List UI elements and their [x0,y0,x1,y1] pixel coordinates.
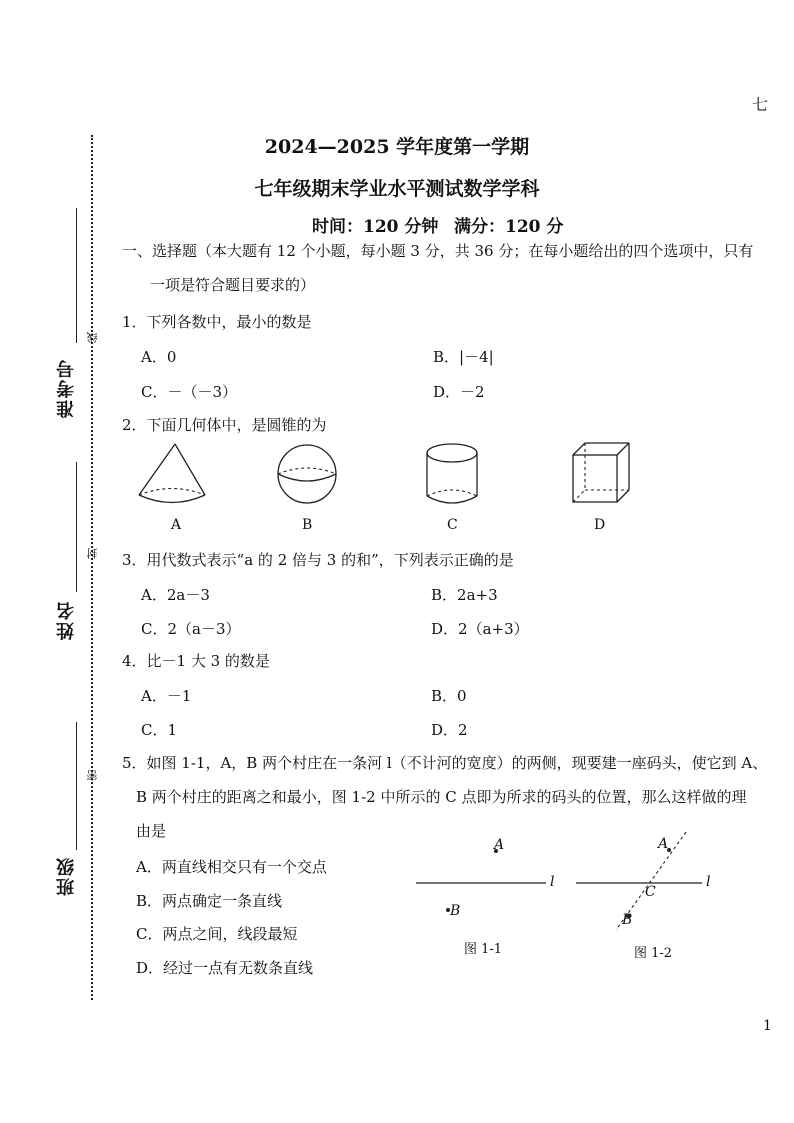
page-number: 1 [763,1018,772,1034]
fig2-label-b: B [622,912,633,928]
q3-option-c: C．2（a－3） [141,620,241,638]
q5-option-c: C．两点之间，线段最短 [136,925,298,943]
corner-mark: 七 [752,95,769,114]
fig2-caption: 图 1-2 [634,946,673,961]
q3-option-d: D．2（a+3） [431,620,529,638]
cube-figure [573,443,629,502]
name-label: 姓名 [56,600,77,640]
time-info: 时间：120 分钟 [312,217,439,237]
exam-title-line1: 2024—2025 学年度第一学期 [264,136,530,158]
exam-no-label: 准考号 [56,358,77,418]
q1-option-a: A．0 [141,348,177,366]
sphere-figure [278,445,336,503]
fig1-label-l: l [550,874,555,890]
q4-option-b: B．0 [431,687,467,705]
fig2-label-l: l [706,874,711,890]
binding-dotted-line [91,135,93,1000]
q4-option-c: C．1 [141,721,178,739]
q3-stem: 3．用代数式表示“a 的 2 倍与 3 的和”，下列表示正确的是 [122,551,514,569]
figure-1-2 [570,830,720,935]
exam-no-underline [76,208,77,343]
fig1-label-b: B [450,903,461,919]
q2-label-b: B [302,517,313,533]
q5-option-a: A．两直线相交只有一个交点 [136,858,327,876]
score-info: 满分：120 分 [454,217,564,237]
figure-1-1 [410,830,570,930]
class-underline [76,722,77,850]
q2-label-d: D [594,517,606,533]
q3-option-b: B．2a+3 [431,586,498,604]
q5-stem-line3: 由是 [136,822,167,840]
cone-figure [139,444,205,503]
class-label: 班级 [56,856,77,896]
q2-stem: 2．下面几何体中，是圆锥的为 [122,416,327,434]
section1-intro-line2: 一项是符合题目要求的） [150,276,316,294]
q1-stem: 1．下列各数中，最小的数是 [122,313,312,331]
q5-option-b: B．两点确定一条直线 [136,892,283,910]
q4-option-a: A．－1 [141,687,192,705]
fig1-label-a: A [494,837,505,853]
q2-label-a: A [171,517,182,533]
fig1-caption: 图 1-1 [464,942,503,957]
exam-title-line2: 七年级期末学业水平测试数学学科 [254,178,540,200]
q1-option-b: B．|－4| [433,348,494,366]
q5-stem-line2: B 两个村庄的距离之和最小，图 1-2 中所示的 C 点即为所求的码头的位置，那么这样做的理 [136,788,747,806]
seal-char-mi: 密 [86,770,99,781]
q3-option-a: A．2a－3 [141,586,210,604]
seal-char-xian: 线 [86,332,99,343]
q2-solids-figure [130,440,650,515]
cylinder-figure [427,444,477,503]
q4-stem: 4．比－1 大 3 的数是 [122,652,270,670]
fig2-label-c: C [645,884,656,900]
name-underline [76,462,77,592]
q5-stem-line1: 5．如图 1-1，A，B 两个村庄在一条河 l（不计河的宽度）的两侧，现要建一座码头，使它到 A、 [122,754,768,772]
q4-option-d: D．2 [431,721,468,739]
section1-intro-line1: 一、选择题（本大题有 12 个小题，每小题 3 分，共 36 分；在每小题给出的四个选项中，只有 [122,242,754,260]
seal-char-feng: 封 [86,548,99,559]
fig2-label-a: A [658,836,669,852]
q5-option-d: D．经过一点有无数条直线 [136,959,314,977]
q2-label-c: C [447,517,458,533]
q1-option-d: D．－2 [433,383,485,401]
q1-option-c: C．－（－3） [141,383,238,401]
